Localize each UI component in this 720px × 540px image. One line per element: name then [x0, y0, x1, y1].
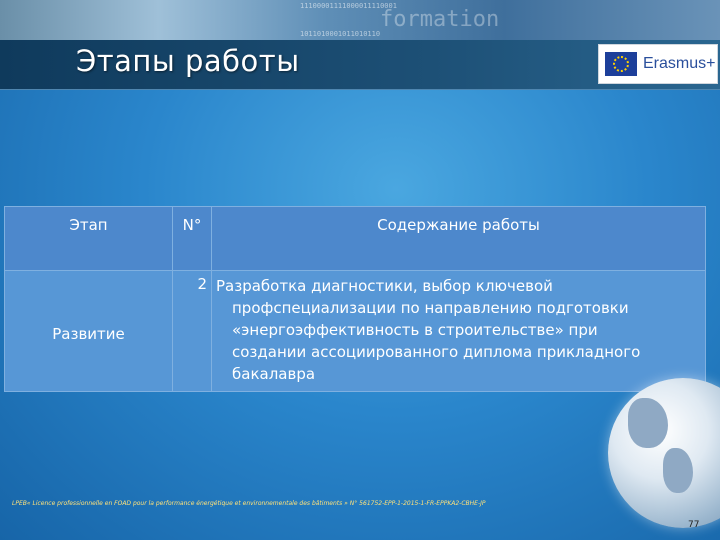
stages-table: [4, 206, 706, 392]
binary-background-text: 11100001111000011110001 formation 1011010001011010110: [300, 2, 500, 36]
erasmus-logo: [598, 44, 718, 84]
page-number: 77: [688, 520, 700, 530]
content-cell: [212, 271, 706, 392]
content-line: профспециализации по направлению подготовки: [232, 299, 629, 317]
page-title: Этапы работы: [76, 44, 300, 78]
stage-cell: Развитие: [5, 271, 173, 392]
header-photo-strip: [0, 0, 720, 40]
content-line: Разработка диагностики, выбор ключевой: [216, 277, 553, 295]
footer-citation: LPEB« Licence professionnelle en FOAD pour la performance énergétique et environnementale des bâtiments » N° 561752-EPP-1-2015-1-FR-EPPKA2-CBHE-JP: [12, 500, 486, 507]
header-content: Содержание работы: [212, 207, 706, 271]
header-stage: Этап: [5, 207, 173, 271]
content-line: создании ассоциированного диплома прикладного: [232, 343, 641, 361]
content-line: бакалавра: [232, 365, 316, 383]
content-line: «энергоэффективность в строительстве» при: [232, 321, 598, 339]
eu-flag-icon: [605, 52, 637, 76]
table-header-row: [5, 207, 706, 271]
table-row: [5, 271, 706, 392]
number-cell: 2: [173, 271, 212, 392]
header-number: N°: [173, 207, 212, 271]
logo-text: Erasmus+: [643, 55, 716, 72]
